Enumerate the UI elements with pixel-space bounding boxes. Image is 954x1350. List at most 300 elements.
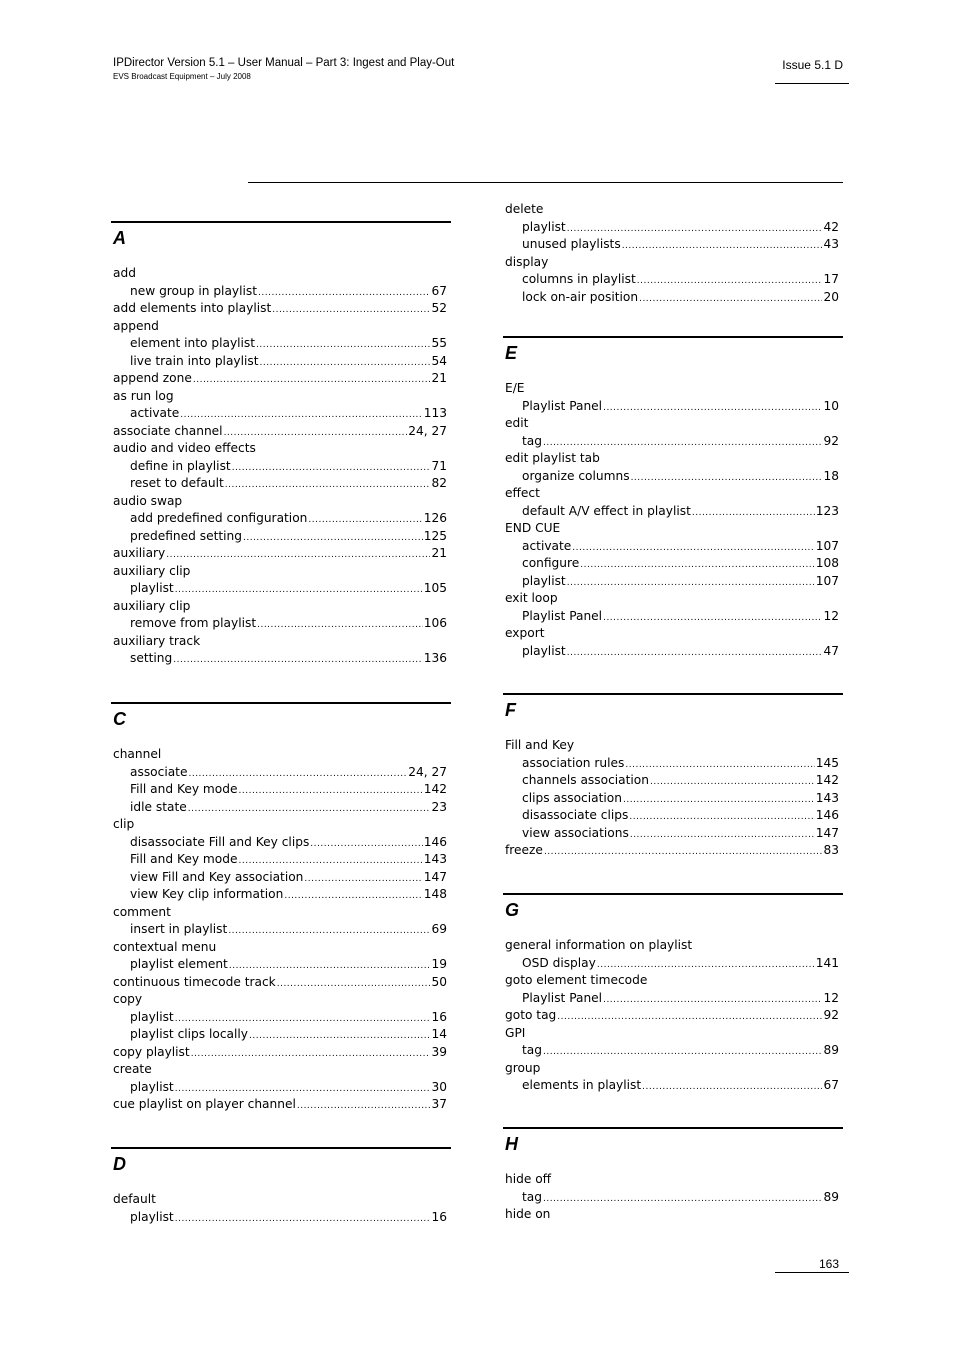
dot-leader: [239, 783, 423, 801]
page-reference: 50: [431, 974, 447, 989]
index-subentry: [503, 1042, 843, 1060]
index-entry: [503, 380, 843, 398]
dot-leader: [567, 645, 823, 663]
page-reference: 83: [823, 843, 839, 857]
index-subentry: [111, 956, 451, 974]
index-entry-list: [111, 746, 451, 1114]
index-entry: [503, 625, 843, 643]
page-reference: 106: [423, 616, 447, 630]
index-subentry: [503, 219, 843, 237]
index-term: auxiliary clip: [113, 598, 191, 613]
index-subentry: [111, 335, 451, 353]
dot-leader: [603, 992, 822, 1010]
index-subentry: [111, 353, 451, 371]
index-subentry: [111, 510, 451, 528]
index-term: reset to default: [130, 476, 224, 490]
dot-leader: [257, 617, 423, 635]
dot-leader: [277, 976, 431, 994]
dot-leader: [580, 557, 814, 575]
index-entry: [503, 737, 843, 755]
index-subentry: [503, 990, 843, 1008]
index-term: auxiliary track: [113, 633, 201, 648]
page-reference: 55: [431, 336, 447, 350]
index-subentry: [503, 608, 843, 626]
index-term: setting: [130, 651, 173, 665]
index-term: Fill and Key: [505, 738, 575, 752]
page-reference: 54: [431, 353, 447, 368]
header-divider: [775, 83, 849, 84]
index-subentry: [111, 799, 451, 817]
page-reference: 145: [815, 755, 839, 770]
index-term: associate channel: [113, 423, 223, 438]
index-subentry: [111, 650, 451, 668]
page-reference: 19: [431, 957, 447, 971]
index-term: activate: [130, 406, 180, 420]
page-reference: 14: [431, 1027, 447, 1041]
page-reference: 42: [823, 219, 839, 234]
page-reference: 10: [823, 398, 839, 413]
index-subentry: [503, 807, 843, 825]
index-entry: [503, 485, 843, 503]
page-reference: 47: [823, 643, 839, 658]
index-term: playlist: [130, 1209, 174, 1224]
index-entry: [503, 842, 843, 860]
index-term: playlist: [522, 219, 566, 234]
index-entry: [111, 545, 451, 563]
index-subentry: [111, 834, 451, 852]
dot-leader: [625, 757, 814, 775]
dot-leader: [629, 809, 814, 827]
index-continued-block: [503, 201, 843, 306]
index-term: auxiliary: [113, 546, 166, 560]
page-reference: 67: [431, 283, 447, 298]
page-reference: 24, 27: [408, 423, 447, 438]
index-term: OSD display: [522, 955, 596, 970]
dot-leader: [310, 836, 422, 854]
page-reference: 146: [423, 834, 447, 849]
index-section-f: [503, 693, 843, 860]
index-entry: [111, 746, 451, 764]
page-reference: 43: [823, 237, 839, 251]
index-term: tag: [522, 1043, 542, 1057]
page-reference: 16: [431, 1009, 447, 1024]
index-subentry: [111, 781, 451, 799]
index-subentry: [111, 528, 451, 546]
index-term: activate: [522, 538, 572, 553]
index-entry: [503, 972, 843, 990]
dot-leader: [557, 1009, 822, 1027]
dot-leader: [297, 1098, 431, 1116]
index-term: freeze: [505, 843, 543, 857]
index-term: elements in playlist: [522, 1078, 642, 1092]
index-term: tag: [522, 433, 542, 448]
page-reference: 39: [431, 1044, 447, 1059]
index-entry: [503, 1171, 843, 1189]
index-term: live train into playlist: [130, 353, 259, 368]
index-entry-list: [503, 1171, 843, 1224]
page-reference: 12: [823, 990, 839, 1005]
page-reference: 105: [423, 581, 447, 595]
index-entry: [503, 1206, 843, 1224]
index-term: continuous timecode track: [113, 974, 276, 989]
index-entry: [111, 388, 451, 406]
index-term: append: [113, 318, 159, 333]
index-entry: [111, 318, 451, 336]
page-reference: 148: [423, 887, 447, 901]
index-subentry: [111, 405, 451, 423]
section-letter: H: [505, 1134, 518, 1154]
index-section-h: [503, 1127, 843, 1224]
index-entry: [111, 423, 451, 441]
index-entry: [111, 440, 451, 458]
index-entry-list: [503, 737, 843, 860]
page-reference: 30: [431, 1079, 447, 1094]
index-entry: [111, 265, 451, 283]
index-term: organize columns: [522, 468, 630, 483]
index-section-c: [111, 702, 451, 1114]
index-subentry: [503, 790, 843, 808]
section-letter: F: [505, 700, 516, 720]
index-term: create: [113, 1062, 152, 1076]
index-section-d: [111, 1147, 451, 1226]
index-term: disassociate clips: [522, 808, 629, 822]
dot-leader: [603, 400, 822, 418]
index-term: auxiliary clip: [113, 563, 191, 578]
index-entry: [111, 904, 451, 922]
dot-leader: [232, 460, 431, 478]
index-term: goto element timecode: [505, 973, 648, 987]
index-subentry: [503, 573, 843, 591]
index-term: idle state: [130, 799, 187, 814]
index-term: playlist: [522, 573, 566, 588]
index-section-g: [503, 893, 843, 1095]
index-section-a: [111, 221, 451, 668]
page-reference: 142: [423, 782, 447, 796]
index-term: define in playlist: [130, 458, 231, 473]
document-title: IPDirector Version 5.1 – User Manual – Part 3: Ingest and Play-Out: [113, 57, 455, 69]
page-reference: 82: [431, 476, 447, 490]
index-term: association rules: [522, 755, 625, 770]
page-reference: 143: [423, 852, 447, 866]
index-entry: [111, 1061, 451, 1079]
index-entry-list: [503, 937, 843, 1095]
index-term: unused playlists: [522, 237, 621, 251]
page-reference: 136: [423, 651, 447, 665]
index-term: tag: [522, 1189, 542, 1204]
index-term: clips association: [522, 790, 622, 805]
page-reference: 23: [431, 799, 447, 814]
page-reference: 141: [815, 955, 839, 970]
index-term: channels association: [522, 773, 649, 787]
index-term: Playlist Panel: [522, 608, 603, 623]
page-reference: 69: [431, 922, 447, 936]
page-reference: 92: [823, 1008, 839, 1022]
dot-leader: [630, 827, 815, 845]
index-entry: [111, 1191, 451, 1209]
page-reference: 18: [823, 468, 839, 483]
index-term: hide on: [505, 1207, 551, 1221]
page-reference: 107: [815, 538, 839, 553]
dot-leader: [692, 505, 815, 523]
section-letter: E: [505, 343, 518, 363]
index-term: view Key clip information: [130, 887, 284, 901]
dot-leader: [173, 652, 422, 670]
index-subentry: [503, 538, 843, 556]
page-reference: 125: [423, 528, 447, 543]
page-reference: 126: [423, 511, 447, 525]
dot-leader: [642, 1079, 822, 1097]
dot-leader: [175, 582, 423, 600]
dot-leader: [572, 540, 814, 558]
index-term: audio and video effects: [113, 441, 256, 455]
index-subentry: [503, 236, 843, 254]
index-entry: [111, 598, 451, 616]
dot-leader: [308, 512, 422, 530]
index-term: default A/V effect in playlist: [522, 503, 691, 518]
index-entry: [503, 590, 843, 608]
index-term: insert in playlist: [130, 922, 228, 936]
page-reference: 37: [431, 1097, 447, 1111]
index-entry: [111, 1044, 451, 1062]
section-letter: D: [113, 1154, 126, 1174]
index-term: remove from playlist: [130, 616, 257, 630]
index-entry: [111, 991, 451, 1009]
dot-leader: [225, 477, 431, 495]
index-subentry: [111, 886, 451, 904]
index-subentry: [111, 764, 451, 782]
index-entry: [503, 1025, 843, 1043]
dot-leader: [603, 610, 822, 628]
index-term: export: [505, 626, 545, 640]
page-reference: 67: [823, 1078, 839, 1092]
index-entry: [503, 415, 843, 433]
dot-leader: [260, 355, 431, 373]
index-term: playlist: [522, 643, 566, 658]
index-subentry: [503, 555, 843, 573]
index-term: append zone: [113, 371, 192, 385]
index-subentry: [503, 1077, 843, 1095]
page-reference: 16: [431, 1209, 447, 1224]
page-number: 163: [818, 1257, 839, 1271]
index-subentry: [111, 921, 451, 939]
index-subentry: [503, 289, 843, 307]
index-entry: [503, 450, 843, 468]
index-entry: [503, 520, 843, 538]
index-term: add: [113, 266, 136, 280]
index-term: channel: [113, 747, 162, 761]
index-entry: [111, 974, 451, 992]
index-term: general information on playlist: [505, 938, 693, 952]
dot-leader: [623, 792, 815, 810]
page-reference: 71: [431, 458, 447, 473]
page-reference: 20: [823, 289, 839, 304]
index-subentry: [503, 755, 843, 773]
page-reference: 123: [815, 503, 839, 518]
index-entry: [111, 1096, 451, 1114]
index-entry: [111, 563, 451, 581]
dot-leader: [258, 285, 430, 303]
dot-leader: [272, 302, 430, 320]
index-term: add elements into playlist: [113, 301, 272, 315]
index-term: display: [505, 254, 549, 269]
page-reference: 89: [823, 1043, 839, 1057]
dot-leader: [543, 1044, 823, 1062]
index-entry: [111, 300, 451, 318]
index-term: Fill and Key mode: [130, 852, 238, 866]
index-term: edit: [505, 416, 529, 430]
index-term: copy: [113, 992, 143, 1006]
index-subentry: [111, 869, 451, 887]
page-reference: 89: [823, 1189, 839, 1204]
index-term: new group in playlist: [130, 283, 258, 298]
index-term: comment: [113, 904, 171, 919]
index-entry: [503, 937, 843, 955]
page-reference: 108: [815, 556, 839, 570]
index-entry: [111, 939, 451, 957]
index-entry: [111, 633, 451, 651]
page-reference: 146: [815, 808, 839, 822]
index-subentry: [503, 503, 843, 521]
section-letter: G: [505, 900, 520, 920]
dot-leader: [193, 372, 431, 390]
index-subentry: [111, 458, 451, 476]
dot-leader: [243, 530, 423, 548]
issue-label: Issue 5.1 D: [782, 58, 843, 72]
index-term: associate: [130, 764, 188, 779]
index-term: Fill and Key mode: [130, 782, 238, 796]
index-subentry: [111, 580, 451, 598]
index-subentry: [111, 1209, 451, 1227]
dot-leader: [631, 470, 823, 488]
index-term: clip: [113, 817, 135, 831]
index-term: lock on-air position: [522, 289, 639, 304]
index-subentry: [503, 1189, 843, 1207]
index-term: group: [505, 1060, 541, 1075]
dot-leader: [543, 1191, 823, 1209]
index-term: copy playlist: [113, 1044, 190, 1059]
footer-divider: [775, 1272, 849, 1273]
dot-leader: [228, 923, 430, 941]
index-term: view Fill and Key association: [130, 869, 304, 884]
index-entry: [111, 493, 451, 511]
index-term: hide off: [505, 1172, 552, 1186]
dot-leader: [284, 888, 422, 906]
page-reference: 143: [815, 790, 839, 805]
section-letter: A: [113, 228, 126, 248]
dot-leader: [166, 547, 430, 565]
document-subtitle: EVS Broadcast Equipment – July 2008: [113, 72, 251, 81]
index-entry-list: [503, 380, 843, 660]
page-reference: 21: [431, 546, 447, 560]
page-reference: 21: [431, 371, 447, 385]
index-term: contextual menu: [113, 939, 217, 954]
index-entry: [503, 1060, 843, 1078]
dot-leader: [188, 801, 431, 819]
index-term: Playlist Panel: [522, 990, 603, 1005]
index-term: cue playlist on player channel: [113, 1097, 296, 1111]
index-term: edit playlist tab: [505, 451, 600, 465]
index-entry-list: [111, 1191, 451, 1226]
index-entry: [503, 201, 843, 219]
dot-leader: [304, 871, 422, 889]
index-term: configure: [522, 556, 580, 570]
index-subentry: [503, 468, 843, 486]
page-reference: 92: [823, 433, 839, 448]
page-reference: 52: [431, 301, 447, 315]
index-subentry: [503, 271, 843, 289]
index-term: goto tag: [505, 1008, 557, 1022]
index-subentry: [111, 475, 451, 493]
index-term: element into playlist: [130, 336, 256, 350]
dot-leader: [249, 1028, 430, 1046]
dot-leader: [637, 273, 823, 291]
page-reference: 142: [815, 773, 839, 787]
dot-leader: [650, 774, 815, 792]
dot-leader: [639, 291, 822, 309]
index-term: playlist: [130, 581, 174, 595]
page-reference: 24, 27: [408, 764, 447, 779]
index-term: playlist: [130, 1009, 174, 1024]
index-subentry: [111, 851, 451, 869]
index-term: exit loop: [505, 591, 558, 605]
dot-leader: [175, 1211, 431, 1229]
index-term: playlist: [130, 1079, 174, 1094]
index-term: playlist clips locally: [130, 1027, 249, 1041]
index-subentry: [111, 1079, 451, 1097]
index-subentry: [111, 1026, 451, 1044]
index-subentry: [503, 955, 843, 973]
index-term: predefined setting: [130, 528, 242, 543]
index-entry: [111, 816, 451, 834]
index-term: columns in playlist: [522, 272, 636, 286]
page-reference: 107: [815, 573, 839, 588]
index-entry-list: [111, 265, 451, 668]
index-term: effect: [505, 486, 540, 500]
dot-leader: [256, 337, 430, 355]
index-term: add predefined configuration: [130, 511, 308, 525]
page-reference: 12: [823, 608, 839, 623]
index-term: view associations: [522, 825, 629, 840]
dot-leader: [544, 844, 823, 862]
index-subentry: [111, 1009, 451, 1027]
index-subentry: [111, 615, 451, 633]
index-term: disassociate Fill and Key clips: [130, 834, 310, 849]
index-term: GPI: [505, 1025, 526, 1040]
index-entry: [503, 1007, 843, 1025]
dot-leader: [622, 238, 823, 256]
index-term: END CUE: [505, 521, 561, 535]
index-entry: [503, 254, 843, 272]
index-term: default: [113, 1192, 156, 1206]
index-term: delete: [505, 202, 544, 216]
section-letter: C: [113, 709, 126, 729]
page-reference: 147: [815, 825, 839, 840]
index-term: E/E: [505, 381, 525, 395]
index-subentry: [503, 643, 843, 661]
index-term: as run log: [113, 388, 174, 403]
index-subentry: [503, 433, 843, 451]
page-reference: 113: [423, 406, 447, 420]
dot-leader: [567, 575, 815, 593]
dot-leader: [191, 1046, 431, 1064]
index-entry: [111, 370, 451, 388]
index-subentry: [111, 283, 451, 301]
index-section-e: [503, 336, 843, 660]
index-term: Playlist Panel: [522, 398, 603, 413]
index-term: audio swap: [113, 493, 183, 508]
page-reference: 17: [823, 272, 839, 286]
page-reference: 147: [423, 869, 447, 884]
